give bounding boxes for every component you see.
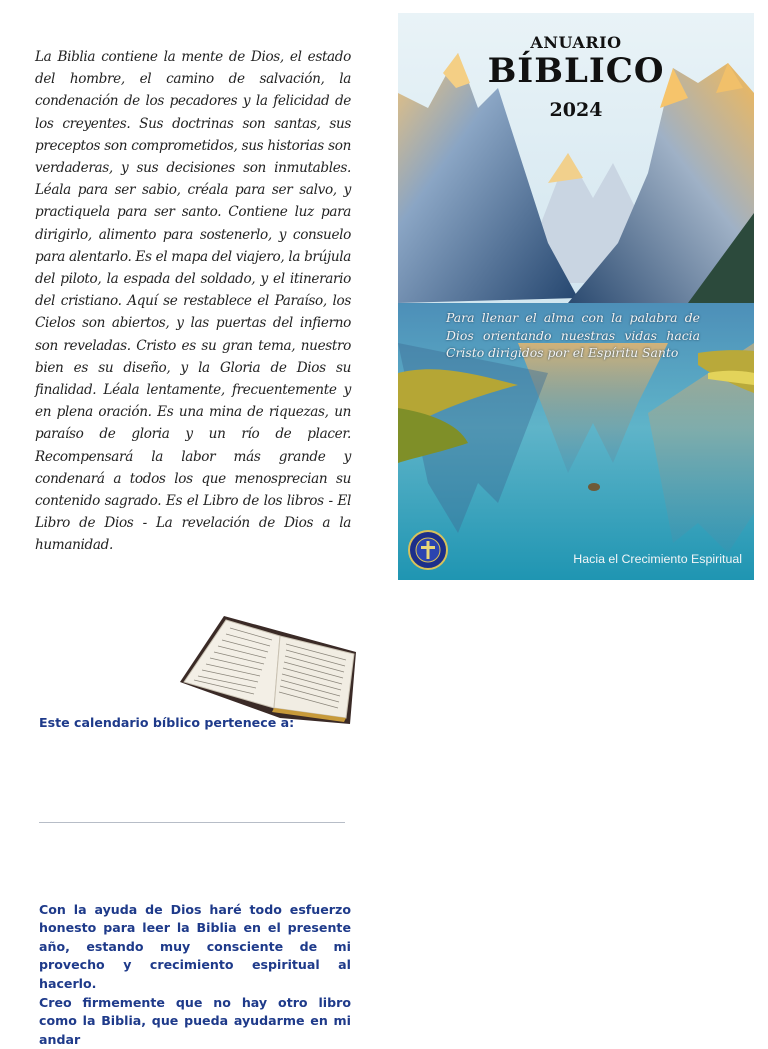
open-bible-icon	[180, 614, 360, 726]
pledge-paragraph-2: Creo firmemente que no hay otro libro como la Biblia, que pueda ayudarme en mi andar	[39, 995, 351, 1047]
cover-title-line2: BÍBLICO	[487, 51, 665, 91]
book-cover	[398, 13, 754, 580]
intro-paragraph: La Biblia contiene la mente de Dios, el estado del hombre, el camino de salvación, la condenación de los pecadores y la felicidad de los creyentes. Sus doctrinas son santas, sus preceptos son comprometidos, sus historias son verdaderas, y sus decisiones son inmutables. Léala para ser sabio, créala para ser salvo, y practiquela para ser santo. Contiene luz para dirigirlo, alimento para sostenerlo, y consuelo para alentarlo. Es el mapa del viajero, la brújula del piloto, la espada del soldado, y el itinerario del cristiano. Aquí se restablece el Paraíso, los Cielos son abiertos, y las puertas del infierno son reveladas. Cristo es su gran tema, nuestro bien es su diseño, y la Gloria de Dios su finalidad. Léala lentamente, frecuentemente y en plena oración. Es una mina de riquezas, un paraíso de gloria y un río de placer. Recompensará la labor más grande y condenará a todos los que menosprecian su contenido sagrado. Es el Libro de los libros - El Libro de Dios - La revelación de Dios a la humanidad.	[35, 49, 351, 554]
cover-year: 2024	[549, 99, 603, 121]
cross-seal-icon	[408, 530, 448, 570]
owner-signature-line	[39, 822, 345, 823]
cover-title-line1: ANUARIO	[530, 33, 622, 52]
cover-footer-text: Hacia el Crecimiento Espiritual	[573, 552, 742, 566]
owner-label: Este calendario bíblico pertenece a:	[39, 715, 295, 730]
cover-tagline: Para llenar el alma con la palabra de Dios orientando nuestras vidas hacia Cristo dirigidos por el Espíritu Santo	[446, 310, 700, 360]
pledge-paragraph-1: Con la ayuda de Dios haré todo esfuerzo honesto para leer la Biblia en el presente año, estando muy consciente de mi provecho y crecimiento espiritual al hacerlo.	[39, 902, 351, 991]
